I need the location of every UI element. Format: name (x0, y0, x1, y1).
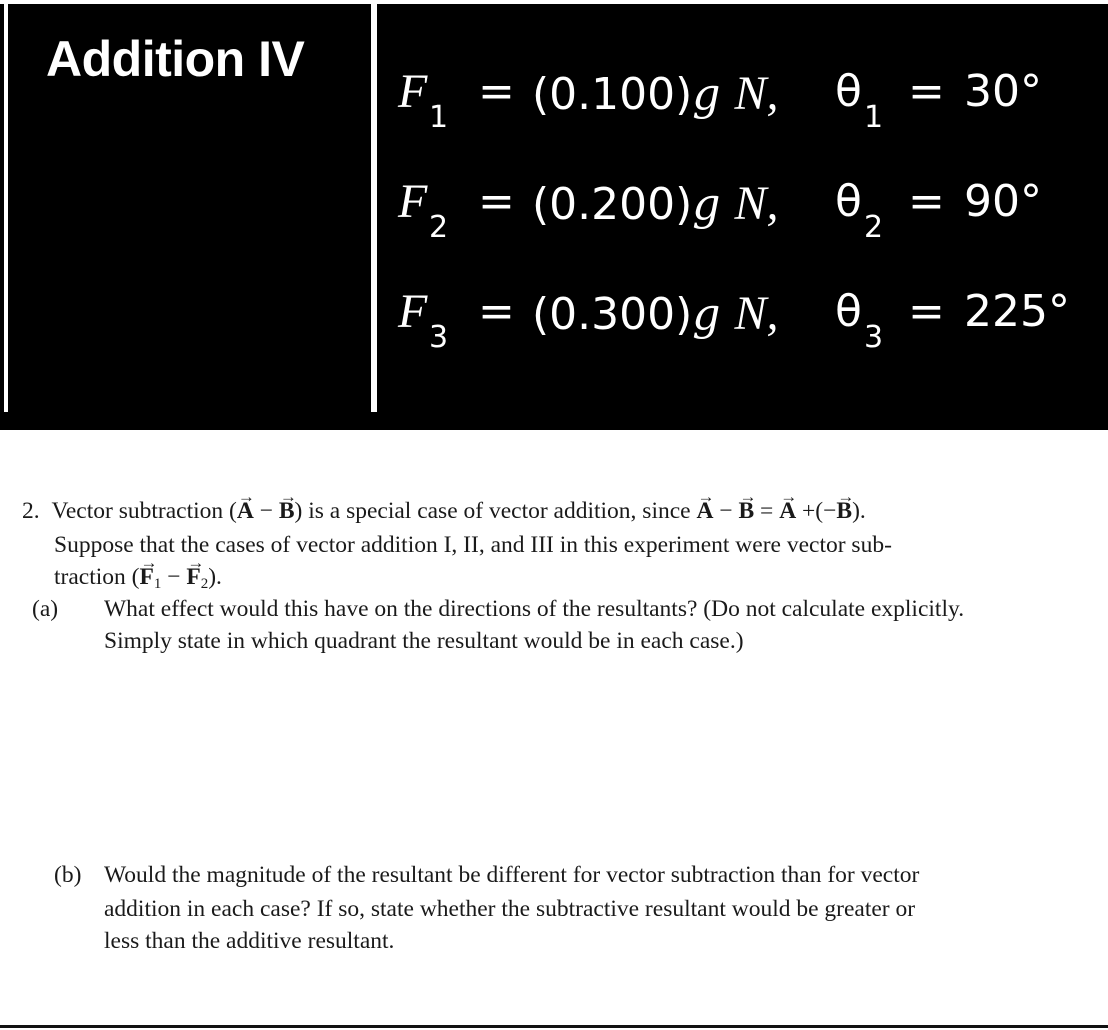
gravity-symbol: g (692, 69, 721, 120)
unit: N, (734, 67, 779, 120)
force-equation-1 (398, 62, 1098, 142)
part-b-line-2: addition in each case? If so, state whether the subtractive resultant would be greater or (104, 896, 916, 922)
force-equation-2 (398, 172, 1098, 252)
vector-b: → B (738, 496, 754, 527)
question-text: ) is a special case of vector addition, since (294, 498, 697, 524)
equals-sign: = (478, 66, 515, 117)
angle-value: 30° (964, 66, 1042, 117)
question-text: +(− (796, 498, 837, 524)
page-bottom-rule (0, 1025, 1108, 1028)
force-symbol: F (398, 65, 428, 118)
theta-symbol: θ (835, 286, 862, 337)
gravity-symbol: g (692, 289, 721, 340)
question-text: traction ( (54, 564, 140, 590)
part-b-line-1: Would the magnitude of the resultant be different for vector subtraction than for vector (104, 862, 920, 888)
question-text: ). (208, 564, 222, 590)
coefficient: (0.100) (532, 69, 693, 120)
force-index: 2 (429, 210, 449, 245)
vector-a: → A (779, 496, 796, 527)
equals-sign: = (908, 176, 945, 227)
subscript: 2 (200, 576, 209, 592)
force-index: 1 (429, 100, 449, 135)
theta-index: 3 (864, 320, 884, 355)
minus-sign: − (713, 498, 739, 524)
minus-sign: − (253, 498, 279, 524)
equals-sign: = (908, 286, 945, 337)
subscript: 1 (153, 576, 162, 592)
minus-sign: − (161, 564, 187, 590)
equals-sign: = (478, 176, 515, 227)
vector-a: → A (237, 496, 254, 527)
part-b-label: (b) (54, 862, 82, 888)
slide-border-top (0, 0, 1108, 4)
equals-sign: = (478, 286, 515, 337)
angle-value: 90° (964, 176, 1042, 227)
force-symbol: F (398, 175, 428, 228)
force-magnitude (532, 286, 778, 341)
question-text: ). (852, 498, 866, 524)
lecture-slide (0, 0, 1108, 430)
question-line-1 (22, 496, 866, 527)
theta-symbol: θ (835, 176, 862, 227)
force-magnitude (532, 66, 778, 121)
unit: N, (734, 177, 779, 230)
slide-title: Addition IV (46, 31, 305, 87)
gravity-symbol: g (692, 179, 721, 230)
part-b-line-3: less than the additive resultant. (104, 928, 395, 954)
vector-f: → F (139, 562, 153, 593)
force-equation-3 (398, 282, 1098, 362)
force-symbol: F (398, 285, 428, 338)
question-text: Vector subtraction ( (51, 498, 237, 524)
part-a-line-2: Simply state in which quadrant the resultant would be in each case.) (104, 628, 744, 654)
angle-value: 225° (964, 286, 1070, 337)
force-index: 3 (429, 320, 449, 355)
vector-b: → B (279, 496, 295, 527)
theta-index: 1 (864, 100, 884, 135)
vector-b: → B (836, 496, 852, 527)
vector-a: → A (696, 496, 713, 527)
part-a-label: (a) (32, 596, 59, 622)
force-magnitude (532, 176, 778, 231)
slide-border-left (4, 0, 8, 412)
equals-sign: = (754, 498, 780, 524)
unit: N, (734, 287, 779, 340)
vector-f: → F (186, 562, 200, 593)
coefficient: (0.300) (532, 289, 693, 340)
slide-divider (371, 0, 377, 412)
part-a-line-1: What effect would this have on the directions of the resultants? (Do not calculate explicitly. (104, 596, 965, 622)
question-line-2: Suppose that the cases of vector addition I, II, and III in this experiment were vector sub- (54, 532, 892, 558)
coefficient: (0.200) (532, 179, 693, 230)
question-number: 2. (22, 498, 40, 524)
equals-sign: = (908, 66, 945, 117)
theta-symbol: θ (835, 66, 862, 117)
theta-index: 2 (864, 210, 884, 245)
